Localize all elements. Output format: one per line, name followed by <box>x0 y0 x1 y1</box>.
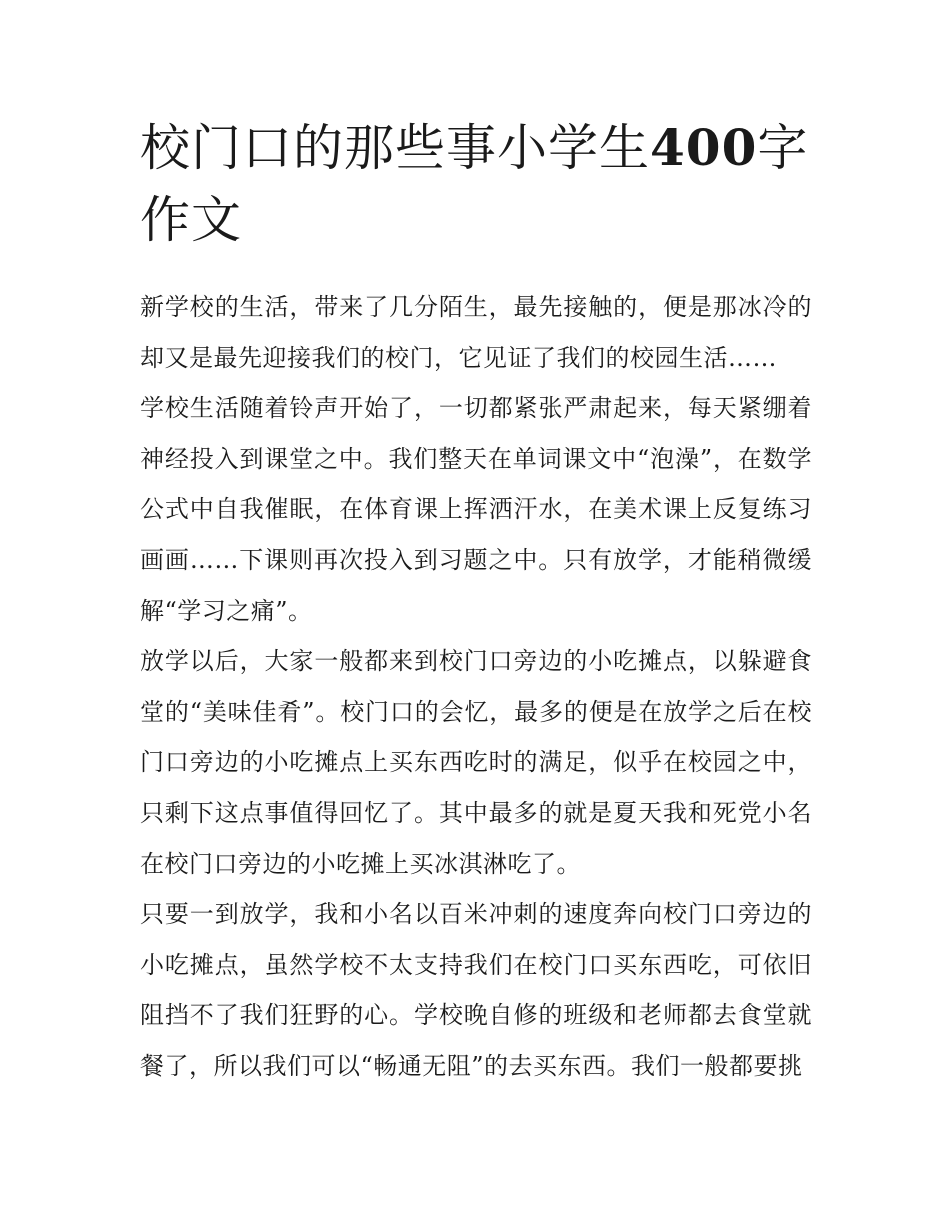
paragraph: 只要一到放学，我和小名以百米冲刺的速度奔向校门口旁边的小吃摊点，虽然学校不太支持我们在校门口买东西吃，可依旧阻挡不了我们狂野的心。学校晚自修的班级和老师都去食堂就餐了，所以我们可以“畅通无阻”的去买东西。我们一般都要挑 <box>140 900 812 1080</box>
title-text-part2: 字作文 <box>140 119 809 249</box>
paragraph: 放学以后，大家一般都来到校门口旁边的小吃摊点，以躲避食堂的“美味佳肴”。校门口的会忆，最多的便是在放学之后在校门口旁边的小吃摊点上买东西吃时的满足，似乎在校园之中，只剩下这点事值得回忆了。其中最多的就是夏天我和死党小名在校门口旁边的小吃摊上买冰淇淋吃了。 <box>140 647 812 878</box>
document-page <box>140 112 812 1092</box>
title-number: 400 <box>650 118 758 177</box>
title-text-part1: 校门口的那些事小学生 <box>140 119 650 177</box>
paragraph: 学校生活随着铃声开始了，一切都紧张严肃起来，每天紧绷着神经投入到课堂之中。我们整天在单词课文中“泡澡”，在数学公式中自我催眠，在体育课上挥洒汗水，在美术课上反复练习画画……下课则再次投入到习题之中。只有放学，才能稍微缓解“学习之痛”。 <box>140 394 812 625</box>
article-body <box>140 282 812 1092</box>
page-title <box>140 112 812 256</box>
paragraph: 新学校的生活，带来了几分陌生，最先接触的，便是那冰冷的却又是最先迎接我们的校门，它见证了我们的校园生活…… <box>140 293 812 372</box>
